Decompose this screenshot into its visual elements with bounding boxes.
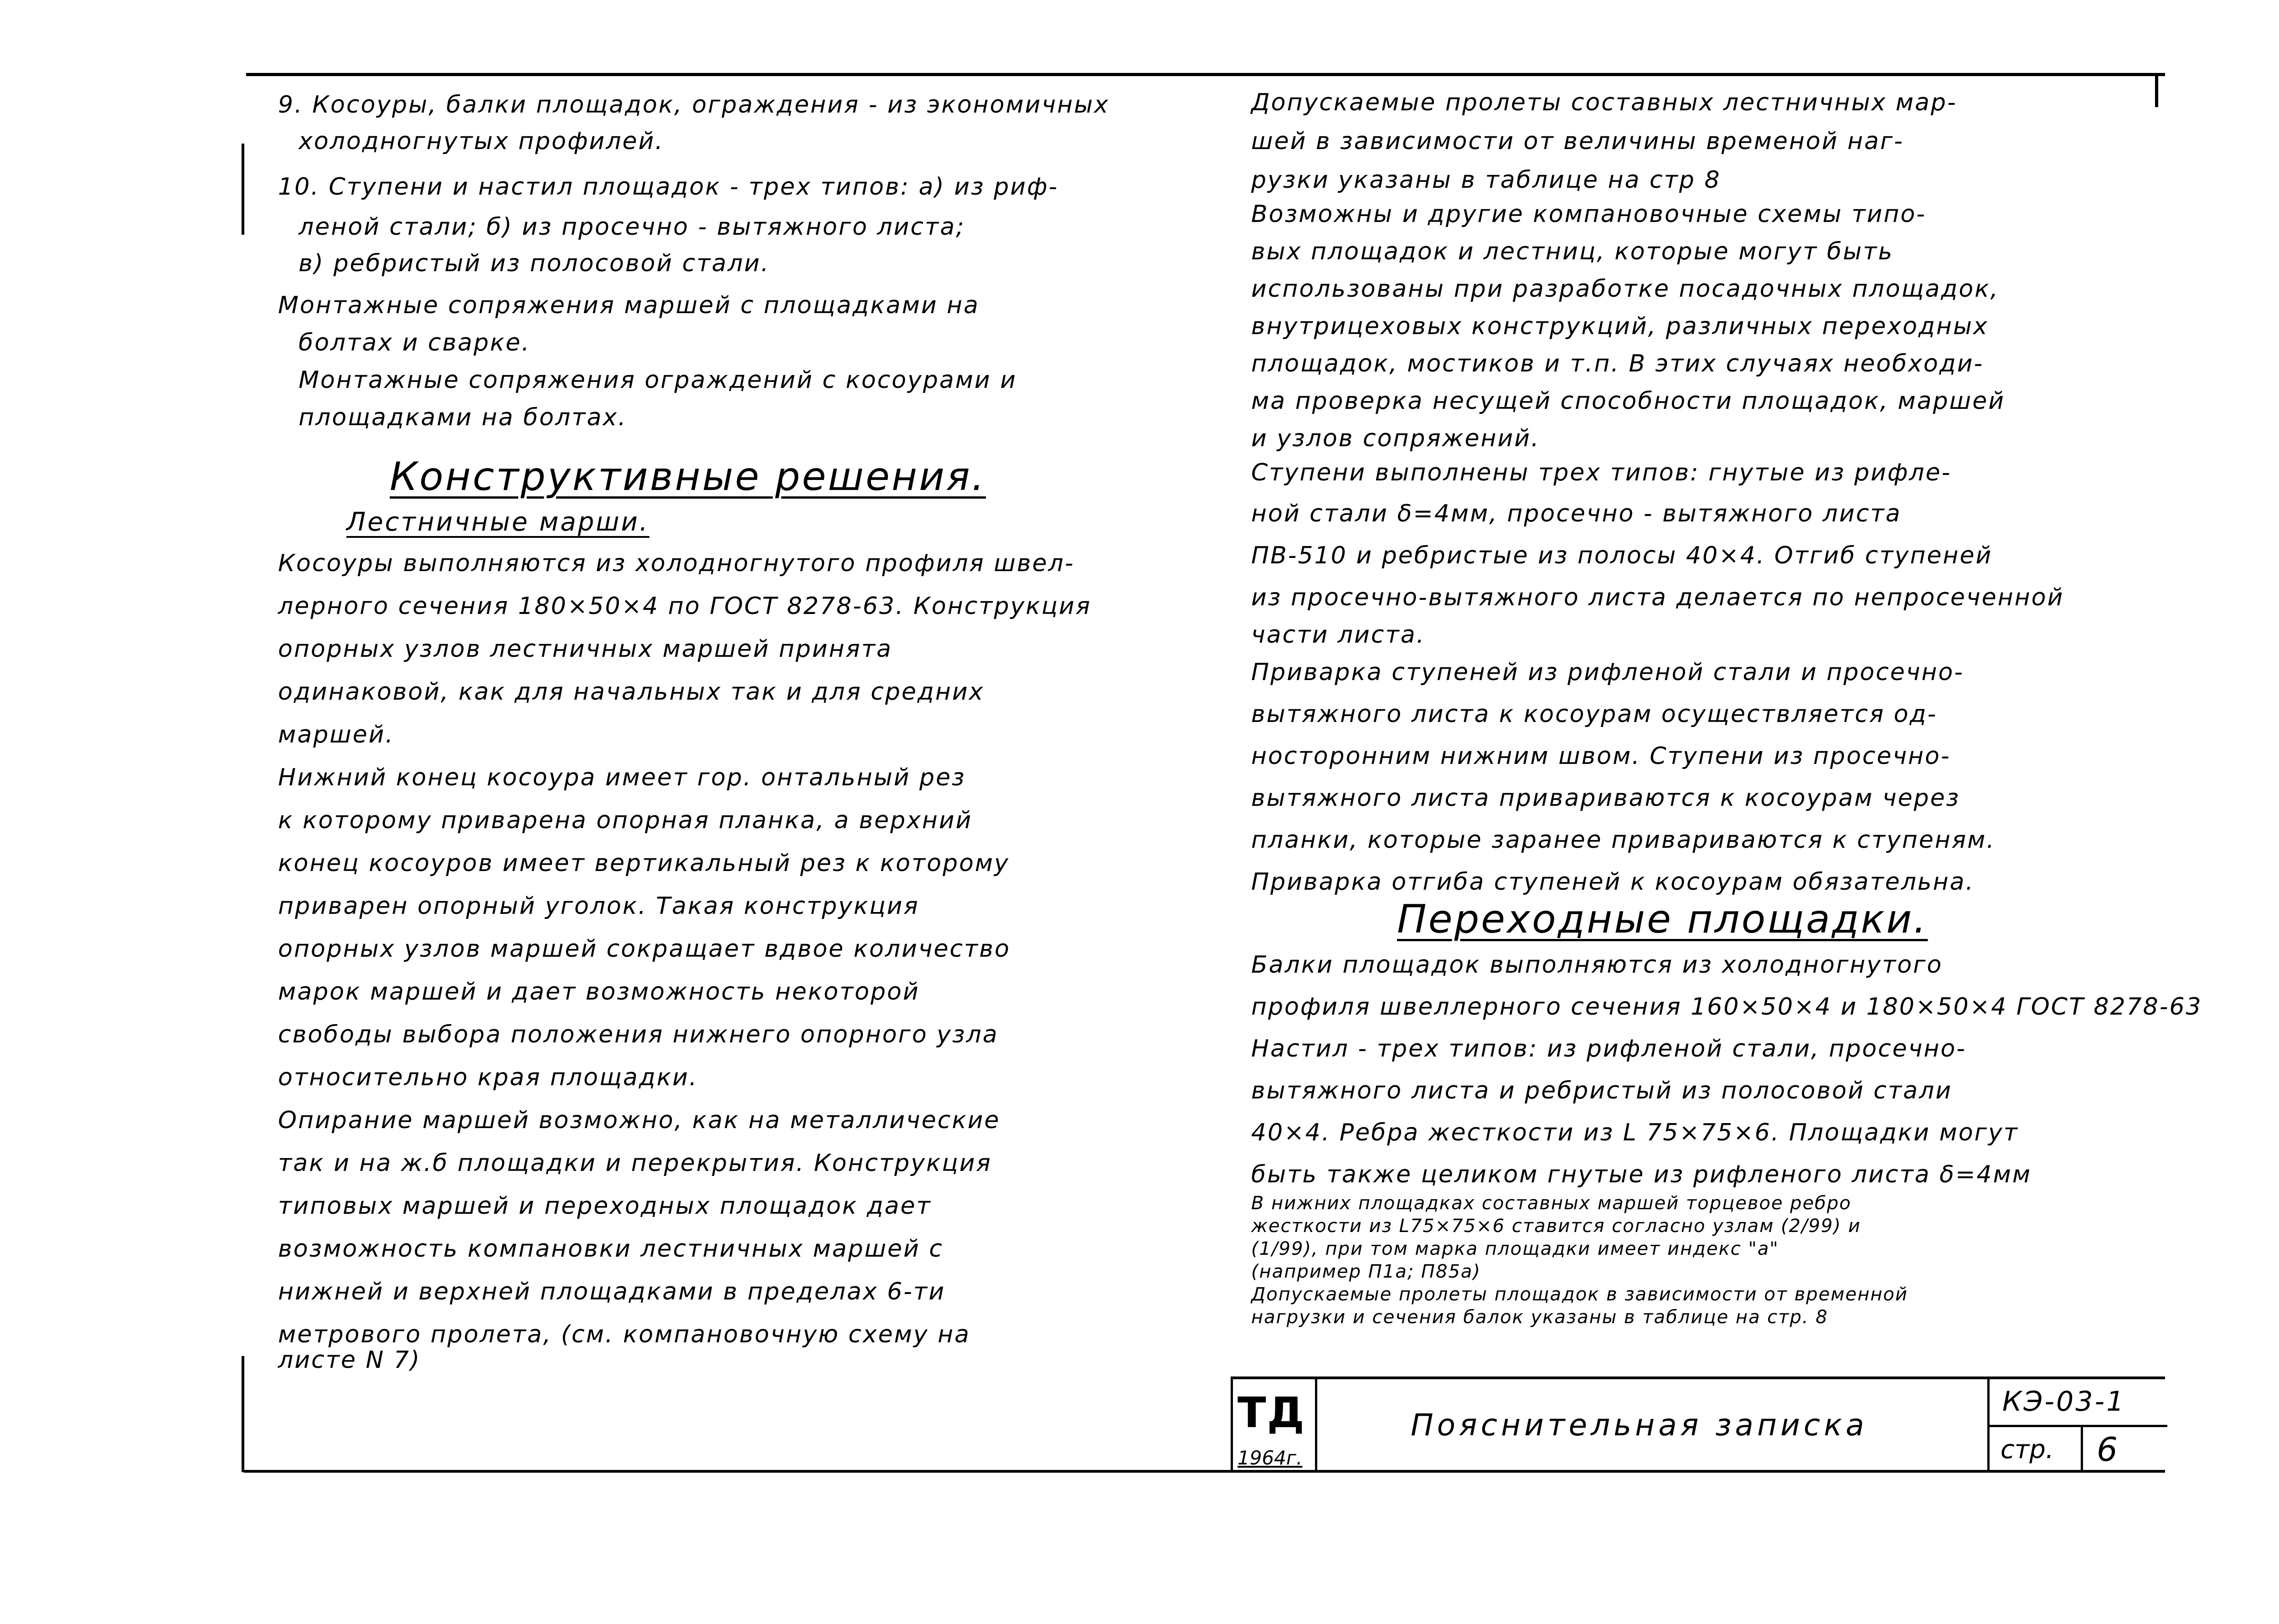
text-line: холодногнутых профилей. <box>299 128 664 155</box>
text-line: вытяжного листа привариваются к косоурам через <box>1251 784 1960 812</box>
text-line: конец косоуров имеет вертикальный рез к которому <box>278 850 1010 877</box>
text-line: вых площадок и лестниц, которые могут быть <box>1251 238 1894 265</box>
title-block <box>1231 1377 2165 1475</box>
text-line: Ступени выполнены трех типов: гнутые из рифле- <box>1251 459 1952 486</box>
page-label-cell <box>1987 1427 2083 1472</box>
page-label: стр. <box>2001 1435 2054 1464</box>
text-line: использованы при разработке посадочных площадок, <box>1251 275 2000 303</box>
subsection-heading-stairs: Лестничные марши. <box>346 507 650 537</box>
text-line: приварен опорный уголок. Такая конструкция <box>278 892 919 920</box>
text-line: вытяжного листа и ребристый из полосовой стали <box>1251 1077 1953 1104</box>
text-line: планки, которые заранее привариваются к ступеням. <box>1251 826 1995 854</box>
text-line: марок маршей и дает возможность некоторой <box>278 978 920 1005</box>
text-line: Косоуры выполняются из холодногнутого профиля швел- <box>278 550 1075 577</box>
text-line: маршей. <box>278 721 394 748</box>
text-line: в) ребристый из полосовой стали. <box>299 250 770 277</box>
document-title: Пояснительная записка <box>1411 1407 1868 1443</box>
text-line: возможность компановки лестничных маршей с <box>278 1235 944 1263</box>
text-line: типовых маршей и переходных площадок дает <box>278 1192 932 1220</box>
frame-left-tick <box>242 144 244 235</box>
text-line: Монтажные сопряжения маршей с площадками на <box>278 292 980 319</box>
right-column <box>1251 89 2202 1330</box>
text-line: лерного сечения 180×50×4 по ГОСТ 8278-63. Конструкция <box>278 593 1092 620</box>
text-line: нижней и верхней площадками в пределах 6-ти <box>278 1278 946 1305</box>
note-line: нагрузки и сечения балок указаны в таблице на стр. 8 <box>1251 1307 1828 1328</box>
text-line: 10. Ступени и настил площадок - трех типов: а) из риф- <box>278 173 1059 201</box>
text-line: так и на ж.б площадки и перекрытия. Конструкция <box>278 1150 992 1177</box>
text-line: опорных узлов лестничных маршей принята <box>278 635 892 663</box>
text-line: 40×4. Ребра жесткости из L 75×75×6. Площадки могут <box>1251 1119 2019 1146</box>
text-line: одинаковой, как для начальных так и для средних <box>278 678 985 706</box>
org-stamp-cell <box>1231 1379 1317 1472</box>
text-line: шей в зависимости от величины временой наг- <box>1251 128 1904 155</box>
document-code: КЭ-03-1 <box>2002 1386 2126 1418</box>
left-column <box>278 91 1235 1389</box>
text-line: Приварка ступеней из рифленой стали и просечно- <box>1251 659 1964 686</box>
text-line: болтах и сварке. <box>299 329 531 356</box>
note-line: (1/99), при том марка площадки имеет индекс "а" <box>1251 1238 1779 1259</box>
text-line: Нижний конец косоура имеет гор. онтальный рез <box>278 764 966 791</box>
text-line: и узлов сопряжений. <box>1251 425 1540 452</box>
text-line: профиля швеллерного сечения 160×50×4 и 180×50×4 ГОСТ 8278-63 <box>1251 993 2202 1021</box>
org-mark: ТД <box>1237 1388 1305 1437</box>
text-line: рузки указаны в таблице на стр 8 <box>1251 166 1721 194</box>
note-line: В нижних площадках составных маршей торцевое ребро <box>1251 1193 1851 1214</box>
text-line: леной стали; б) из просечно - вытяжного листа; <box>299 213 965 241</box>
text-line: площадок, мостиков и т.п. В этих случаях необходи- <box>1251 350 1984 377</box>
year-label: 1964г. <box>1237 1447 1303 1469</box>
section-heading-platforms: Переходные площадки. <box>1397 897 1928 942</box>
text-line: Монтажные сопряжения ограждений с косоурами и <box>299 366 1017 394</box>
note-line: жесткости из L75×75×6 ставится согласно узлам (2/99) и <box>1251 1216 1861 1237</box>
text-line: Опирание маршей возможно, как на металлические <box>278 1107 1000 1134</box>
text-line: Настил - трех типов: из рифленой стали, просечно- <box>1251 1035 1967 1062</box>
text-line: Приварка отгиба ступеней к косоурам обязательна. <box>1251 868 1975 896</box>
text-line: ма проверка несущей способности площадок, маршей <box>1251 387 2006 415</box>
text-line: 9. Косоуры, балки площадок, ограждения - из экономичных <box>278 91 1110 119</box>
text-line: свободы выбора положения нижнего опорного узла <box>278 1021 999 1048</box>
text-line: листе N 7) <box>278 1346 421 1374</box>
text-line: из просечно-вытяжного листа делается по непросеченной <box>1251 584 2064 611</box>
text-line: Допускаемые пролеты составных лестничных мар- <box>1251 89 1957 116</box>
text-line: Балки площадок выполняются из холодногнутого <box>1251 951 1943 979</box>
text-line: носторонним нижним швом. Ступени из просечно- <box>1251 742 1951 770</box>
text-line: к которому приварена опорная планка, а верхний <box>278 807 973 834</box>
text-line: относительно края площадки. <box>278 1064 698 1091</box>
text-line: Возможны и другие компановочные схемы типо- <box>1251 201 1927 228</box>
code-cell <box>1987 1379 2167 1427</box>
page-number: 6 <box>2097 1430 2118 1469</box>
text-line: ной стали δ=4мм, просечно - вытяжного листа <box>1251 500 1902 527</box>
frame-left-low-line <box>242 1356 244 1472</box>
text-line: метрового пролета, (см. компановочную схему на <box>278 1321 971 1348</box>
note-line: Допускаемые пролеты площадок в зависимости от временной <box>1251 1284 1908 1305</box>
note-line: (например П1а; П85а) <box>1251 1261 1481 1282</box>
frame-top-border <box>246 73 2165 76</box>
text-line: площадками на болтах. <box>299 404 627 431</box>
text-line: опорных узлов маршей сокращает вдвое количество <box>278 935 1011 963</box>
text-line: вытяжного листа к косоурам осуществляется од- <box>1251 701 1938 728</box>
section-heading-constructive: Конструктивные решения. <box>390 454 986 500</box>
text-line: внутрицеховых конструкций, различных переходных <box>1251 313 1989 340</box>
text-line: быть также целиком гнутые из рифленого листа δ=4мм <box>1251 1161 2032 1188</box>
text-line: части листа. <box>1251 621 1426 649</box>
text-line: ПВ-510 и ребристые из полосы 40×4. Отгиб ступеней <box>1251 542 1993 569</box>
